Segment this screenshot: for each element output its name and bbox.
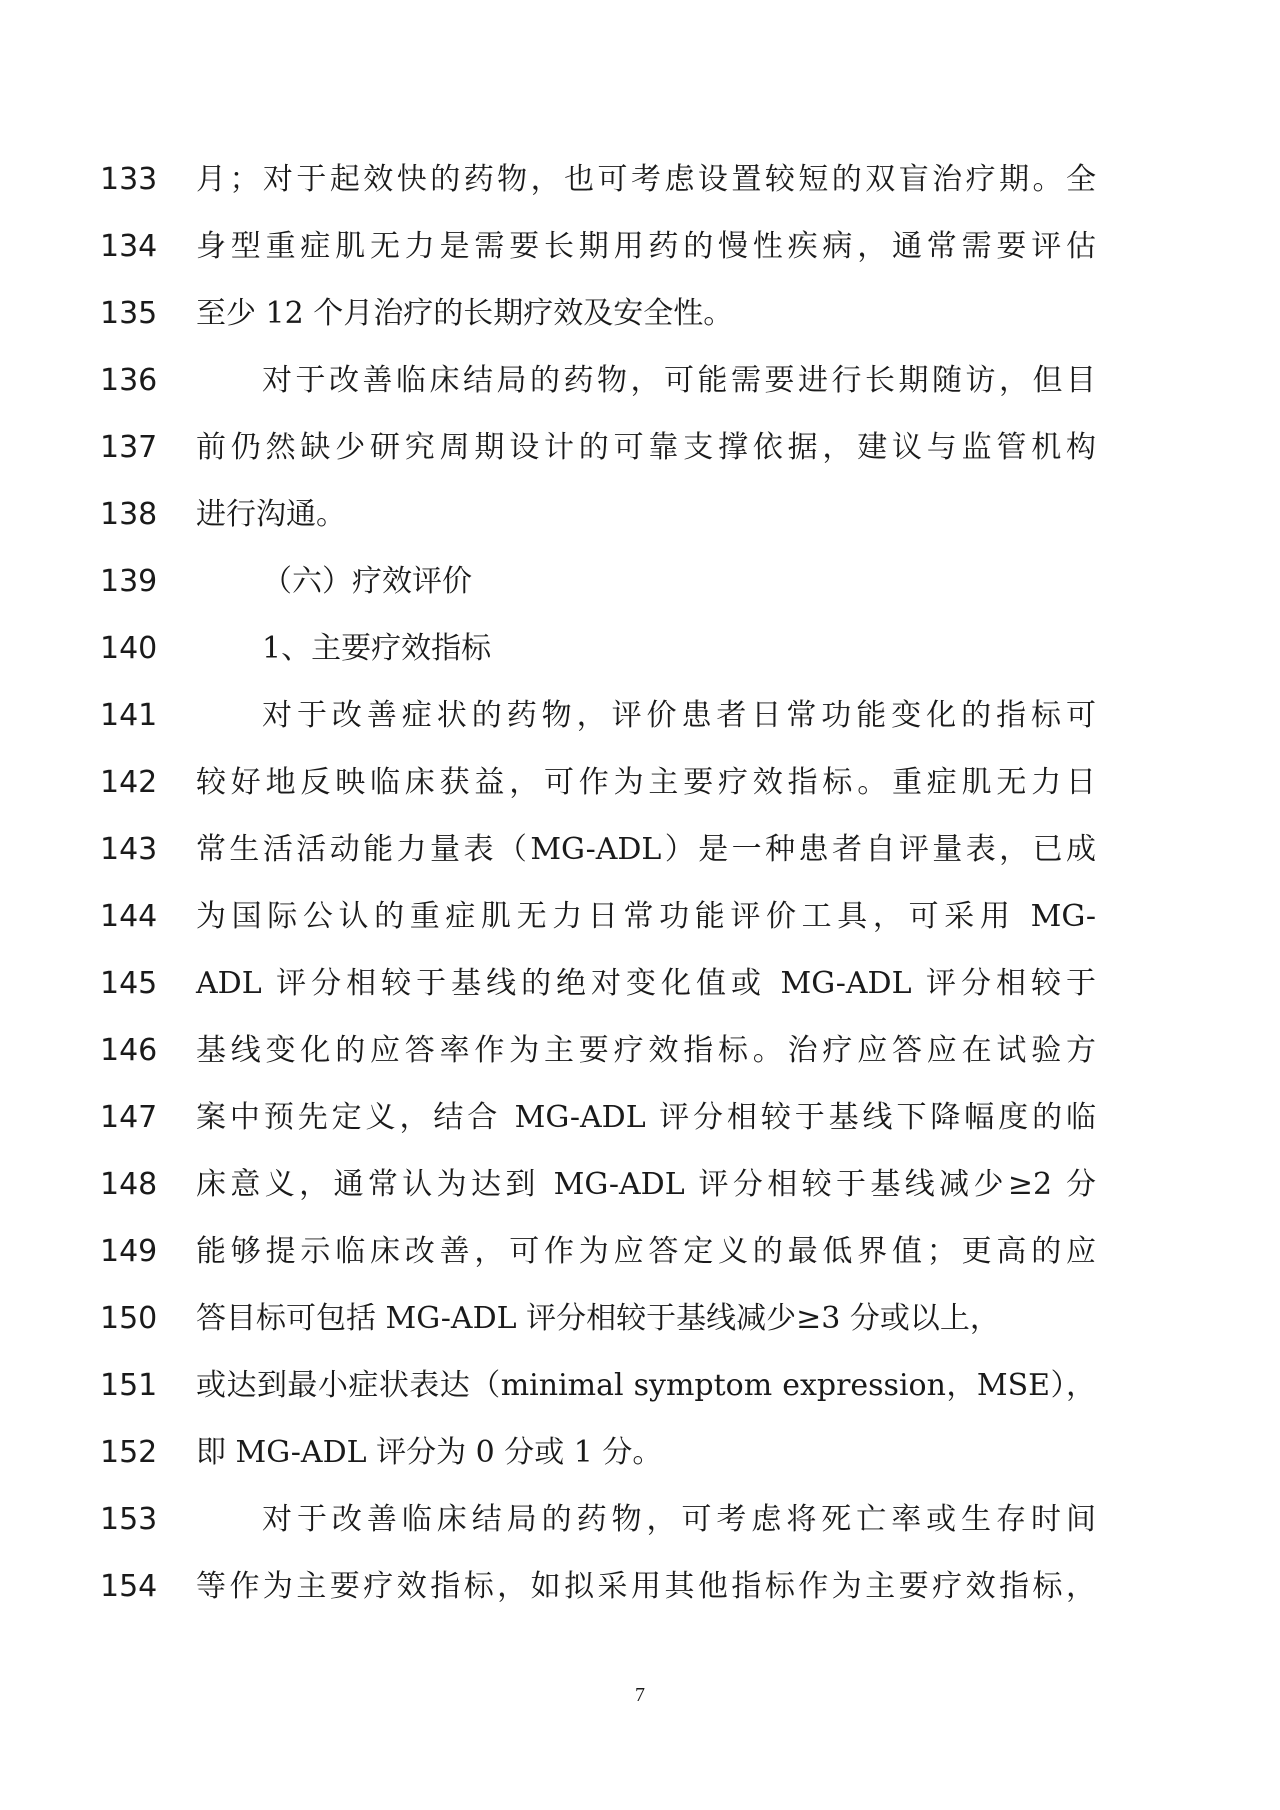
line-text: 等作为主要疗效指标，如拟采用其他指标作为主要疗效指标， [196,1569,1096,1604]
line-number: 151 [100,1368,158,1403]
line-148 [0,1155,1280,1215]
line-137 [0,418,1280,478]
line-139 [0,552,1280,612]
section-heading: （六）疗效评价 [262,564,472,599]
line-number: 138 [100,497,158,532]
line-144 [0,887,1280,947]
line-146 [0,1021,1280,1081]
line-text: 或达到最小症状表达（minimal symptom expression，MSE）， [196,1368,1096,1403]
line-number: 143 [100,832,158,867]
line-text: 为国际公认的重症肌无力日常功能评价工具，可采用 MG- [196,899,1096,934]
line-number: 153 [100,1502,158,1537]
page-number: 7 [635,1684,645,1706]
line-number: 136 [100,363,158,398]
line-145 [0,954,1280,1014]
line-135 [0,284,1280,344]
line-text: 较好地反映临床获益，可作为主要疗效指标。重症肌无力日 [196,765,1096,800]
line-147 [0,1088,1280,1148]
line-151 [0,1356,1280,1416]
line-141 [0,686,1280,746]
line-number: 135 [100,296,158,331]
line-150 [0,1289,1280,1349]
line-number: 144 [100,899,158,934]
line-text: 床意义，通常认为达到 MG-ADL 评分相较于基线减少≥2 分 [196,1167,1096,1202]
line-text: 对于改善症状的药物，评价患者日常功能变化的指标可 [262,698,1096,733]
line-text: 月；对于起效快的药物，也可考虑设置较短的双盲治疗期。全 [196,162,1096,197]
line-text: 案中预先定义，结合 MG-ADL 评分相较于基线下降幅度的临 [196,1100,1096,1135]
line-text: 基线变化的应答率作为主要疗效指标。治疗应答应在试验方 [196,1033,1096,1068]
line-number: 147 [100,1100,158,1135]
line-text: 答目标可包括 MG-ADL 评分相较于基线减少≥3 分或以上， [196,1301,1000,1336]
line-153 [0,1490,1280,1550]
line-number: 139 [100,564,158,599]
line-text: 前仍然缺少研究周期设计的可靠支撑依据，建议与监管机构 [196,430,1096,465]
line-number: 140 [100,631,158,666]
line-number: 154 [100,1569,158,1604]
line-149 [0,1222,1280,1282]
line-number: 133 [100,162,158,197]
line-text: 对于改善临床结局的药物，可考虑将死亡率或生存时间 [262,1502,1096,1537]
line-number: 148 [100,1167,158,1202]
line-138 [0,485,1280,545]
line-number: 137 [100,430,158,465]
line-143 [0,820,1280,880]
line-text: 即 MG-ADL 评分为 0 分或 1 分。 [196,1435,663,1470]
line-number: 142 [100,765,158,800]
line-text: 至少 12 个月治疗的长期疗效及安全性。 [196,296,734,331]
line-number: 145 [100,966,158,1001]
line-140 [0,619,1280,679]
line-133 [0,150,1280,210]
subsection-heading: 1、主要疗效指标 [262,631,492,666]
line-154 [0,1557,1280,1617]
line-text: 身型重症肌无力是需要长期用药的慢性疾病，通常需要评估 [196,229,1096,264]
line-number: 152 [100,1435,158,1470]
line-text: 常生活活动能力量表（MG-ADL）是一种患者自评量表，已成 [196,832,1096,867]
line-136 [0,351,1280,411]
line-number: 150 [100,1301,158,1336]
line-number: 146 [100,1033,158,1068]
line-text: 对于改善临床结局的药物，可能需要进行长期随访，但目 [262,363,1096,398]
line-134 [0,217,1280,277]
line-number: 141 [100,698,158,733]
line-142 [0,753,1280,813]
line-text: ADL 评分相较于基线的绝对变化值或 MG-ADL 评分相较于 [196,966,1096,1001]
line-number: 134 [100,229,158,264]
line-152 [0,1423,1280,1483]
line-number: 149 [100,1234,158,1269]
line-text: 进行沟通。 [196,497,346,532]
line-text: 能够提示临床改善，可作为应答定义的最低界值；更高的应 [196,1234,1096,1269]
